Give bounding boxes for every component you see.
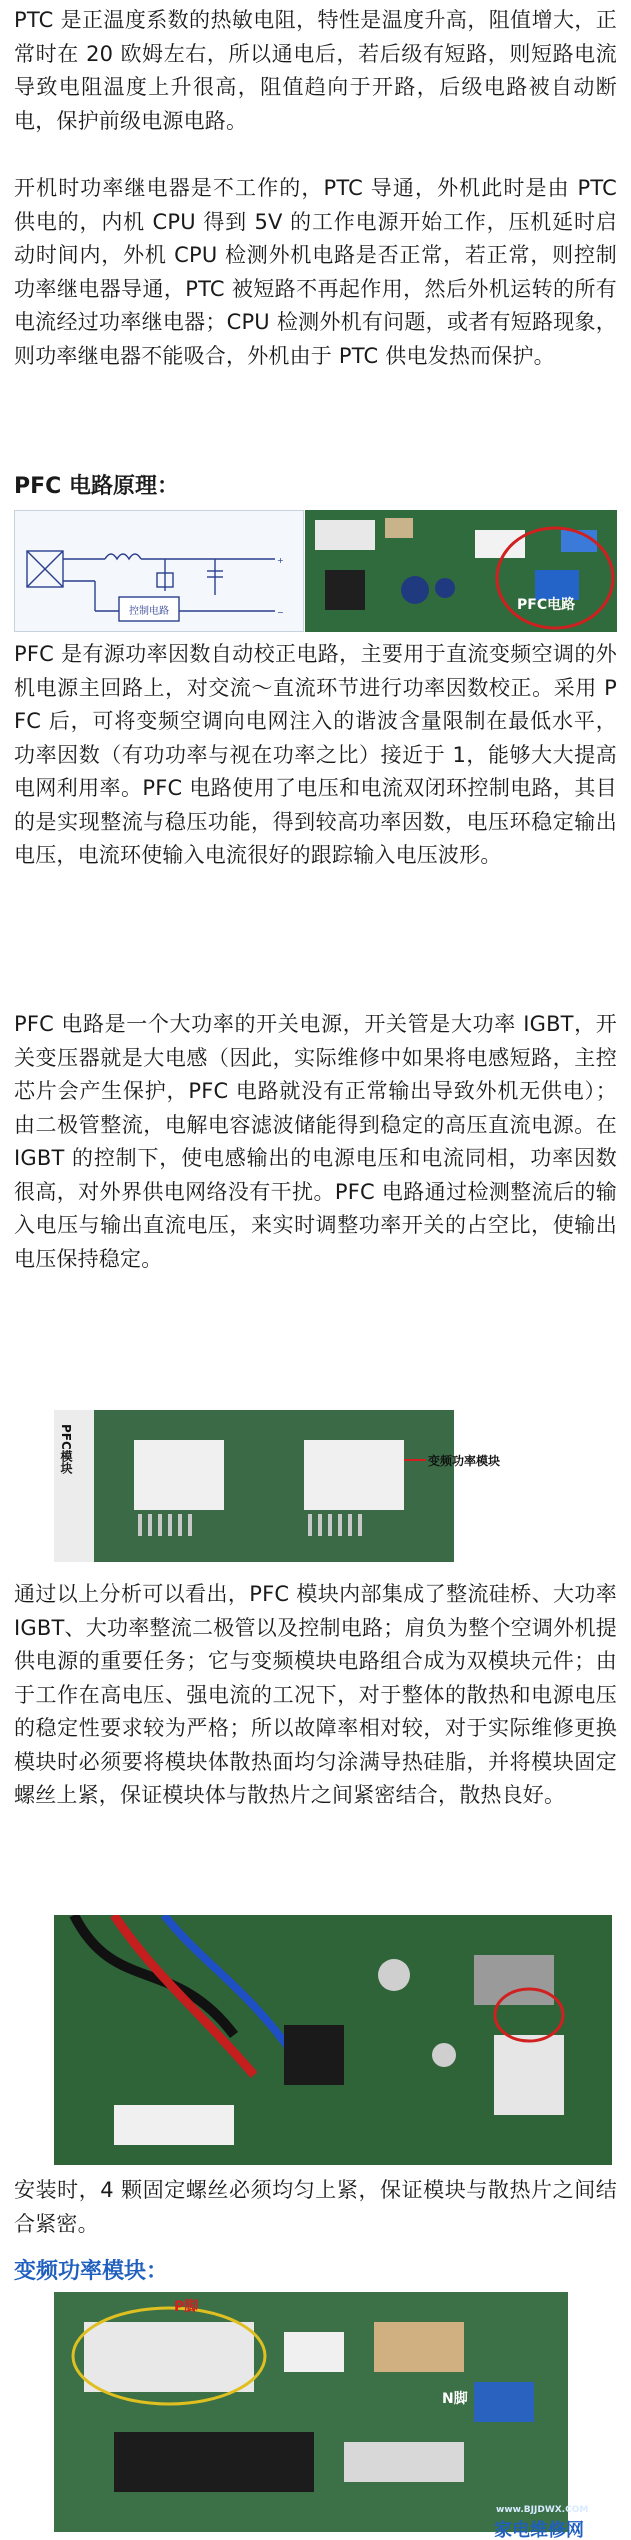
pfc-circle-label: PFC电路	[517, 597, 576, 613]
paragraph-pfc-switching: PFC 电路是一个大功率的开关电源，开关管是大功率 IGBT，开关变压器就是大电感（因此，实际维修中如果将电感短路，主控芯片会产生保护，PFC 电路就没有正常输出导致外机无供电）；由二极管整流，电解电容滤波储能得到稳定的高压直流电源。在 IGBT 的控制下，使电感输出的电源电压和电流同相，功率因数很高，对外界供电网络没有干扰。PFC 电路通过检测整流后的输入电压与输出直流电压，来实时调整功率开关的占空比，使输出电压保持稳定。	[14, 1012, 617, 1271]
diagram-control-label: 控制电路	[129, 606, 169, 617]
inverter-module-board-photo	[54, 2292, 568, 2532]
paragraph-installation-note: 安装时，4 颗固定螺丝必须均匀上紧，保证模块与散热片之间结合紧密。	[14, 2178, 617, 2236]
watermark-url: www.BJJDWX.COM	[496, 2505, 589, 2515]
paragraph-pfc-description: PFC 是有源功率因数自动校正电路，主要用于直流变频空调的外机电源主回路上，对交流～直流环节进行功率因数校正。采用 PFC 后，可将变频空调向电网注入的谐波含量限制在最低水平，功率因数（有功功率与视在功率之比）接近于 1，能够大大提高电网利用率。PFC 电路使用了电压和电流双闭环控制电路，其目的是实现整流与稳压功能，得到较高功率因数，电压环稳定输出电压，电流环使输入电流很好的跟踪输入电压波形。	[14, 642, 617, 867]
heading-pfc-principle: PFC 电路原理：	[14, 474, 179, 499]
paragraph-pfc-module-summary: 通过以上分析可以看出，PFC 模块内部集成了整流硅桥、大功率 IGBT、大功率整流二极管以及控制电路；肩负为整个空调外机提供电源的重要任务；它与变频模块电路组合成为双模块元件；由于工作在高电压、强电流的工况下，对于整体的散热和电源电压的稳定性要求较为严格；所以故障率相对较，对于实际维修更换模块时必须要将模块体散热面均匀涂满导热硅脂，并将模块固定螺丝上紧，保证模块体与散热片之间紧密结合，散热良好。	[14, 1582, 617, 1807]
pfc-circuit-board-photo	[305, 510, 617, 632]
pfc-module-label: PFC模块	[59, 1424, 73, 1474]
pfc-schematic-diagram	[14, 510, 304, 632]
p-pin-label: P脚	[174, 2299, 199, 2315]
heading-inverter-power-module: 变频功率模块：	[14, 2259, 169, 2284]
inverter-module-label: 变频功率模块	[428, 1454, 501, 1468]
outdoor-unit-board-photo	[54, 1915, 612, 2165]
svg-text:−: −	[277, 608, 284, 617]
inverter-board-svg	[54, 2292, 568, 2532]
watermark-site-name: 家电维修网	[494, 2520, 584, 2540]
schematic-svg	[15, 511, 304, 632]
n-pin-label: N脚	[442, 2391, 468, 2407]
paragraph-ptc-intro: PTC 是正温度系数的热敏电阻，特性是温度升高，阻值增大，正常时在 20 欧姆左右，所以通电后，若后级有短路，则短路电流导致电阻温度上升很高，阻值趋向于开路，后级电路被自动断电，保护前级电源电路。	[14, 8, 617, 133]
module-board-svg	[54, 1410, 454, 1562]
paragraph-power-relay: 开机时功率继电器是不工作的，PTC 导通，外机此时是由 PTC 供电的，内机 CPU 得到 5V 的工作电源开始工作，压机延时启动时间内，外机 CPU 检测外机电路是否正常，若正常，则控制功率继电器导通，PTC 被短路不再起作用，然后外机运转的所有电流经过功率继电器；CPU 检测外机有问题，或者有短路现象，则功率继电器不能吸合，外机由于 PTC 供电发热而保护。	[14, 176, 617, 368]
pfc-module-board-photo	[54, 1410, 454, 1562]
svg-text:+: +	[277, 556, 284, 565]
outdoor-board-svg	[54, 1915, 612, 2165]
